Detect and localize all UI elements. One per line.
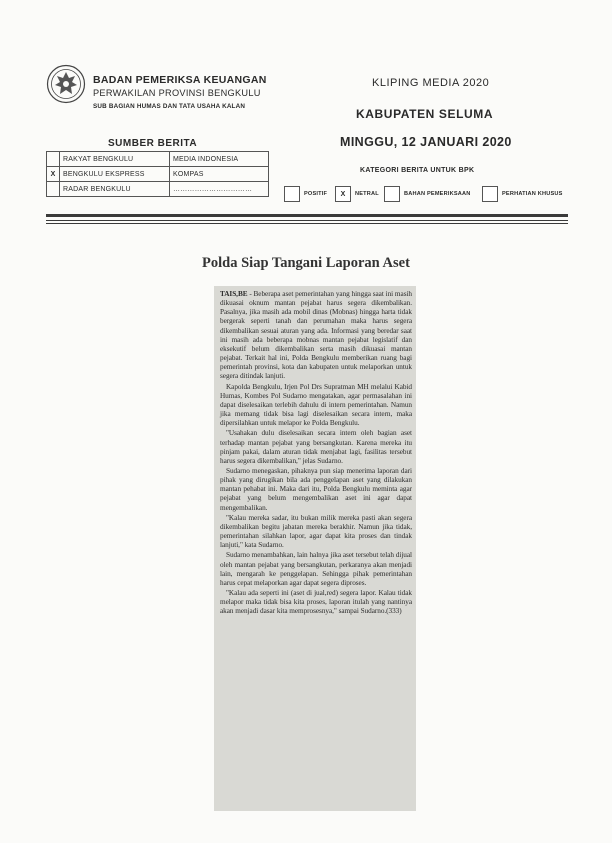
source-name: BENGKULU EKSPRESS xyxy=(60,167,170,182)
divider xyxy=(46,214,568,217)
category-checkbox[interactable]: X xyxy=(335,186,351,202)
source-name: RADAR BENGKULU xyxy=(60,182,170,197)
category-checkbox[interactable] xyxy=(284,186,300,202)
article-headline: Polda Siap Tangani Laporan Aset xyxy=(202,255,410,271)
source-table xyxy=(46,151,269,197)
category-label: PERHATIAN KHUSUS xyxy=(502,191,563,197)
org-name: BADAN PEMERIKSA KEUANGAN xyxy=(93,74,267,86)
article-paragraph: "Usahakan dulu diselesaikan secara intern oleh bagian aset terhadap mantan pejabat yang bersangkutan. Karena mereka itu pinjam pakai, dalam aturan tidak menjabat lagi, fasilitas tersebut harus segera dikembalikan," jelas Sudarno. xyxy=(220,429,412,465)
source-name: KOMPAS xyxy=(170,167,269,182)
category-label: POSITIF xyxy=(304,191,328,197)
article-paragraph: TAIS,BE - Beberapa aset pemerintahan yang hingga saat ini masih dikuasai oknum mantan pejabat harus segera dikembalikan. Pasalnya, jika masih ada mobil dinas (Mobnas) hingga harta tidak bergerak seperti tanah dan perumahan maka harus segera dikembalikan sesuai aturan yang ada. Informasi yang beredar saat ini masih ada beberapa mobnas mantan pejabat legislatif dan eksekutif belum dikembalikan serta masih dikuasai mantan pejabat. Terkait hal ini, Polda Bengkulu memberikan ruang bagi pemerintah provinsi, kota dan kabupaten untuk melaporkan untuk segera ditindak lanjuti. xyxy=(220,290,412,381)
category-checkbox[interactable] xyxy=(482,186,498,202)
category-label: BAHAN PEMERIKSAAN xyxy=(404,191,471,197)
newspaper-clipping xyxy=(214,286,416,811)
category-title: KATEGORI BERITA UNTUK BPK xyxy=(360,167,475,174)
source-mark xyxy=(47,182,60,197)
source-mark xyxy=(47,152,60,167)
source-mark: X xyxy=(47,167,60,182)
category-label: NETRAL xyxy=(355,191,379,197)
source-row xyxy=(47,152,269,167)
sources-title: SUMBER BERITA xyxy=(108,138,198,149)
article-paragraph: Sudarno menegaskan, pihaknya pun siap menerima laporan dari pihak yang dirugikan bila ada penggelapan aset yang dilakukan mantan pehabat ini. Maka dari itu, Polda Bengkulu meminta agar pejabat yang belum mengembalikan aset ini agar dapat mengembalikan. xyxy=(220,466,412,512)
clip-date: MINGGU, 12 JANUARI 2020 xyxy=(340,135,512,149)
divider xyxy=(46,220,568,221)
org-office: PERWAKILAN PROVINSI BENGKULU xyxy=(93,88,261,98)
source-name: RAKYAT BENGKULU xyxy=(60,152,170,167)
source-row xyxy=(47,182,269,197)
category-perhatian-khusus xyxy=(482,186,563,202)
kliping-title: KLIPING MEDIA 2020 xyxy=(372,77,490,89)
article-paragraph: Kapolda Bengkulu, Irjen Pol Drs Supratman MH melalui Kabid Humas, Kombes Pol Sudarno mengatakan, agar permasalahan ini dapat diselesaikan terlebih dahulu di intern pemerintahan. Namun jika memang tidak bisa lagi diselesaikan secara intern, maka dipersilahkan untuk melapor ke Polda Bengkulu. xyxy=(220,382,412,428)
category-netral xyxy=(335,186,379,202)
category-positif xyxy=(284,186,327,202)
region-title: KABUPATEN SELUMA xyxy=(356,107,494,121)
divider xyxy=(46,223,568,224)
org-subdivision: SUB BAGIAN HUMAS DAN TATA USAHA KALAN xyxy=(93,103,246,110)
source-name: …………………………… xyxy=(170,182,269,197)
article-paragraph: Sudarno menambahkan, lain halnya jika aset tersebut telah dijual oleh mantan pejabat yang bersangkutan, perkaranya akan menjadi lain, mengarah ke penggelapan. Sehingga pihak pemerintahan harus cepat melaporkan agar dapat segera diproses. xyxy=(220,551,412,587)
article-paragraph: "Kalau ada seperti ini (aset di jual,red) segera lapor. Kalau tidak melapor maka tidak bisa kita proses, laporan itulah yang nantinya akan menjadi dasar kita memprosesnya," sampai Sudarno.(333) xyxy=(220,589,412,616)
category-checkbox[interactable] xyxy=(384,186,400,202)
source-row xyxy=(47,167,269,182)
bpk-logo xyxy=(46,64,86,104)
article-paragraph: "Kalau mereka sadar, itu bukan milik mereka pasti akan segera dikembalikan begitu jabatan mereka berakhir. Namun jika tidak, pemerintahan silahkan lapor, agar dapat kita proses dan tindak lanjuti," kata Sudarno. xyxy=(220,513,412,550)
source-name: MEDIA INDONESIA xyxy=(170,152,269,167)
category-bahan-pemeriksaan xyxy=(384,186,471,202)
article-dateline: TAIS,BE xyxy=(220,290,248,298)
